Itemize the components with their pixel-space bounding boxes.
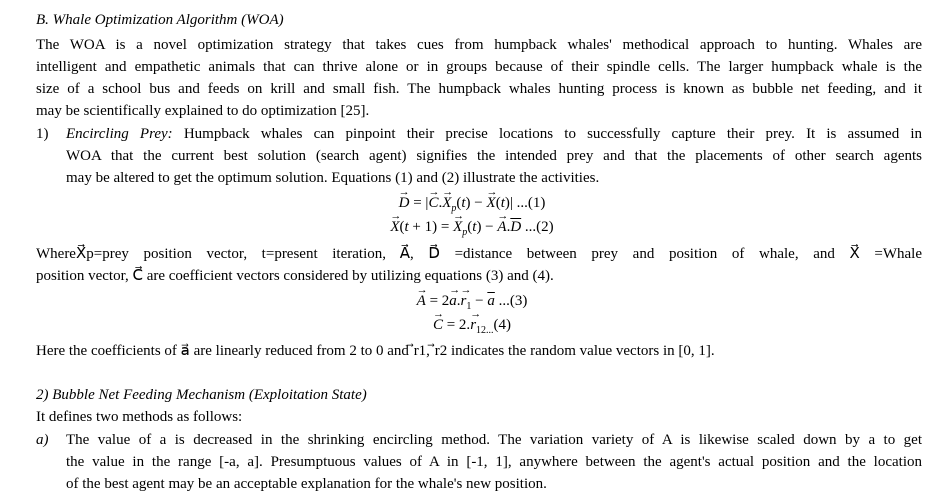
item-a-line-1: The value of a is decreased in the shrinking encircling method. The variation variety of A is likewise scaled down by a to get [66, 432, 922, 448]
bubble-subtitle: It defines two methods as follows: [36, 409, 243, 425]
here-line: Here the coefficients of a⃗ are linearly reduced from 2 to 0 and ⃗r1, ⃗r2 indicates the random value vectors in [0, 1]. [36, 343, 715, 359]
intro-line-3: size of a school bus and feeds on krill and small fish. The humpback whales hunting process is known as bubble net feeding, and it [36, 81, 922, 97]
where-line-2: position vector, C⃗ are coefficient vectors considered by utilizing equations (3) and (4). [36, 268, 554, 284]
intro-line-1: The WOA is a novel optimization strategy that takes cues from humpback whales' methodical approach to hunting. Whales are [36, 37, 922, 53]
equation-4: → $C = 2.\to r_{12...}(4)$ [0, 315, 944, 341]
item-a-line-3: of the best agent may be an acceptable explanation for the whale's new position. [66, 476, 547, 492]
bubble-heading: 2) Bubble Net Feeding Mechanism (Exploitation State) [36, 387, 367, 403]
item-a-label: a) [36, 432, 49, 448]
encircling-line-1 [66, 124, 922, 144]
encircling-number: 1) [36, 126, 49, 142]
encircling-line-2: WOA that the current best solution (search agent) signifies the intended prey and that the placements of other search agents [66, 148, 922, 164]
intro-line-2: intelligent and empathetic animals that can thrive alone or in groups because of their spindle cells. The larger humpback whale is the [36, 59, 922, 75]
intro-line-4: may be scientifically explained to do optimization [25]. [36, 103, 370, 119]
equation-3: → $A = 2\to a.\to r_1 - \overline{a}$ ...(3) [0, 291, 944, 317]
encircling-line-3: may be altered to get the optimum solution. Equations (1) and (2) illustrate the activities. [66, 170, 600, 186]
encircling-text-1: Humpback whales can pinpoint their precise locations to successfully capture their prey. It is assumed in [183, 126, 923, 142]
equation-2: → X(t + 1) = → $X_p(t)$ − → $A.\overline{D}$ ...(2) [0, 217, 944, 243]
section-heading: B. Whale Optimization Algorithm (WOA) [36, 12, 284, 28]
equation-1: → D = |→ $C.\to X_p(t)$ − → X(t)| ...(1) [0, 193, 944, 219]
item-a-line-2: the value in the range [-a, a]. Presumptuous values of A in [-1, 1], anywhere between the agent's actual position and the location [66, 454, 922, 470]
encircling-title: Encircling Prey: [66, 126, 173, 142]
where-line-1: WhereX⃗p=prey position vector, t=present iteration, A⃗, D⃗ =distance between prey and position of whale, and X⃗ =Whale [36, 246, 922, 262]
